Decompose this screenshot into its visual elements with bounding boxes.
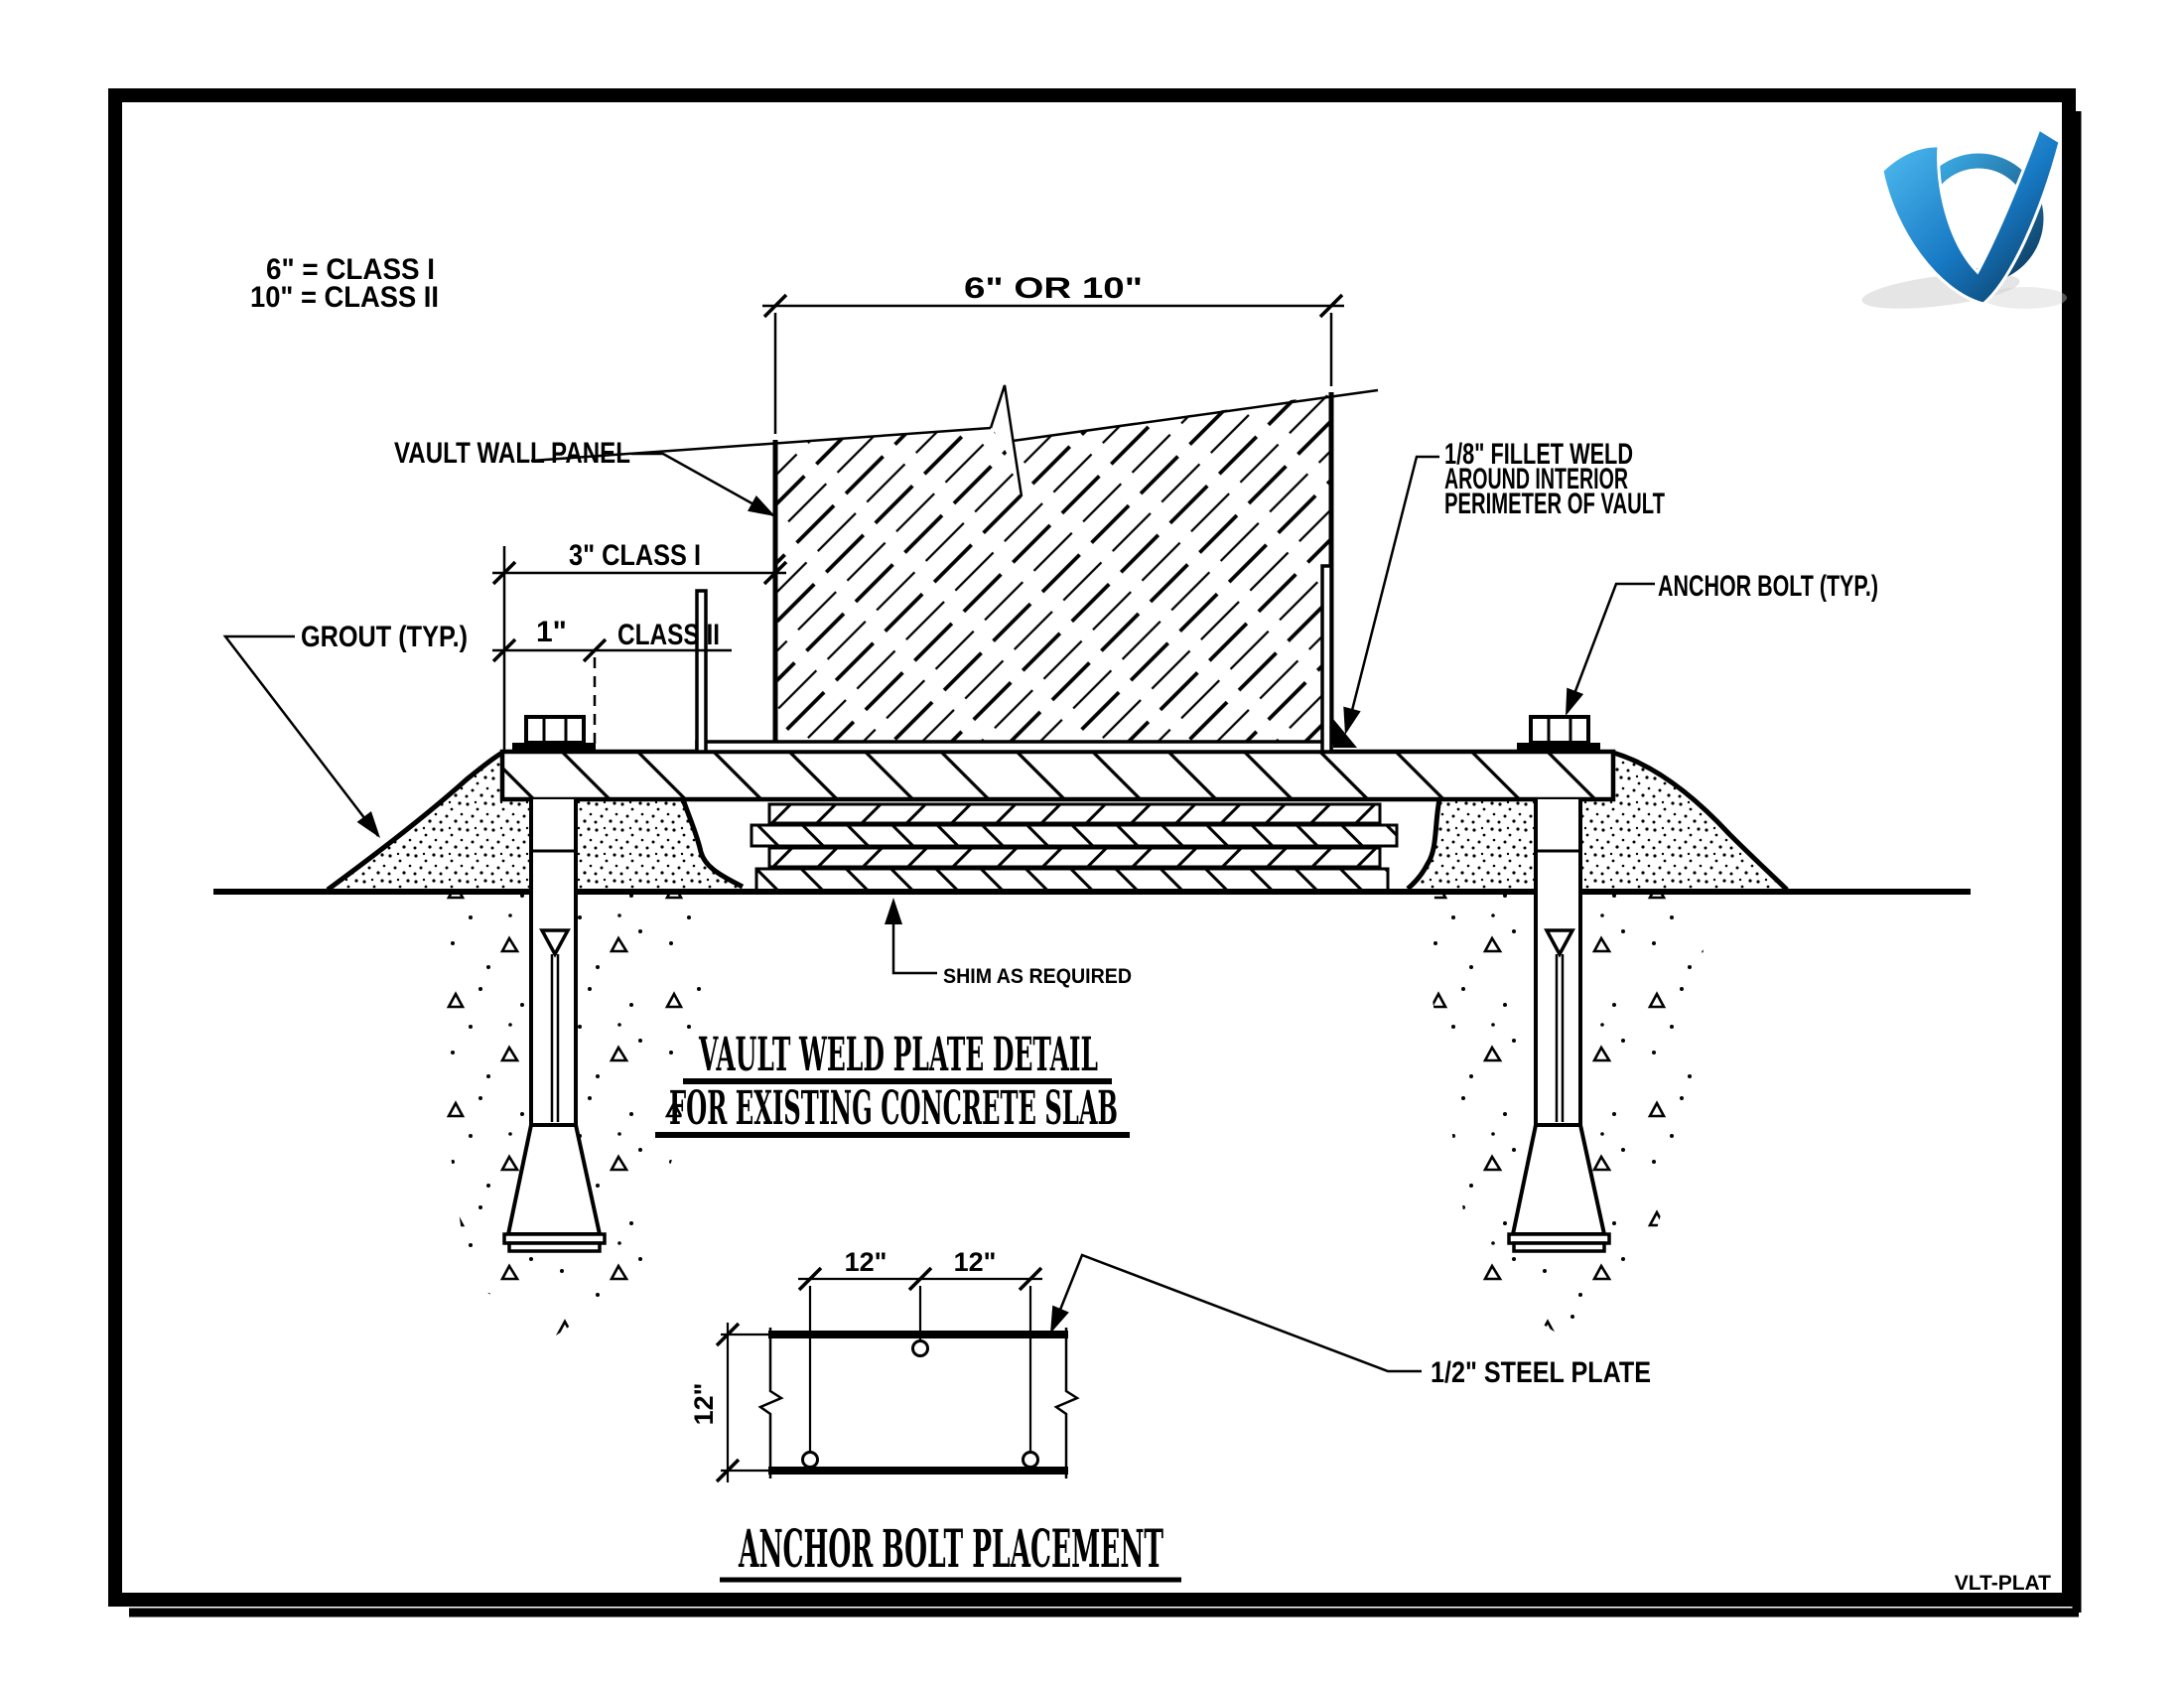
fillet-weld-label-2: AROUND INTERIOR <box>1444 463 1629 495</box>
fillet-weld-label-3: PERIMETER OF VAULT <box>1444 488 1665 520</box>
shim-3 <box>769 848 1380 867</box>
drawing-code: VLT-PLAT <box>1954 1572 2051 1595</box>
legend-class2: 10" = CLASS II <box>250 281 439 314</box>
dim-wall-width-label: 6" OR 10" <box>964 272 1143 305</box>
fillet-weld-label-1: 1/8" FILLET WELD <box>1444 438 1633 471</box>
blue-v-swoosh-logo <box>1860 129 2067 316</box>
shim-stack <box>751 804 1397 891</box>
bolt-hole-bottom-right <box>1024 1453 1038 1468</box>
legend-class1: 6" = CLASS I <box>266 253 435 286</box>
hex-head-left <box>526 717 584 743</box>
grout-right-mound <box>1613 753 1787 890</box>
section-title-line2: FOR EXISTING CONCRETE SLAB <box>669 1081 1118 1136</box>
anchor-bolt-placement-plan <box>717 1255 1422 1482</box>
shim-label: SHIM AS REQUIRED <box>943 965 1132 988</box>
dim-class2-value: 1" <box>536 616 567 648</box>
section-title-line1: VAULT WELD PLATE DETAIL <box>698 1028 1098 1082</box>
steel-plate-leader <box>1052 1255 1422 1371</box>
shim-2 <box>751 825 1397 846</box>
dim-class2-label: CLASS II <box>617 619 720 651</box>
bolt-hole-bottom-left <box>803 1453 818 1468</box>
plan-dim-top-left: 12" <box>844 1247 887 1277</box>
plan-dim-side: 12" <box>689 1382 719 1426</box>
hex-head-right <box>1531 717 1588 743</box>
grout-left-mound <box>328 753 502 890</box>
bolt-hole-top <box>913 1341 928 1356</box>
shim-4 <box>756 869 1388 891</box>
anchor-bolt-label: ANCHOR BOLT (TYP.) <box>1658 570 1878 603</box>
shim-1 <box>769 804 1380 823</box>
plan-title: ANCHOR BOLT PLACEMENT <box>738 1519 1164 1580</box>
plan-left-break-edge <box>760 1328 781 1478</box>
channel-web <box>697 742 1331 752</box>
plan-right-break-edge <box>1056 1328 1077 1478</box>
arrow-anchor-bolt <box>1558 688 1583 720</box>
channel-right-leg <box>1322 566 1331 752</box>
channel-left-leg <box>697 591 706 752</box>
weld-plate <box>502 752 1613 799</box>
dim-class1-label: 3" CLASS I <box>569 539 701 572</box>
grout-label: GROUT (TYP.) <box>301 621 468 653</box>
steel-plate-label: 1/2" STEEL PLATE <box>1431 1356 1651 1389</box>
plan-dim-top-right: 12" <box>953 1247 997 1277</box>
arrow-shim <box>885 898 902 924</box>
vault-wall-panel-label: VAULT WALL PANEL <box>394 437 630 470</box>
